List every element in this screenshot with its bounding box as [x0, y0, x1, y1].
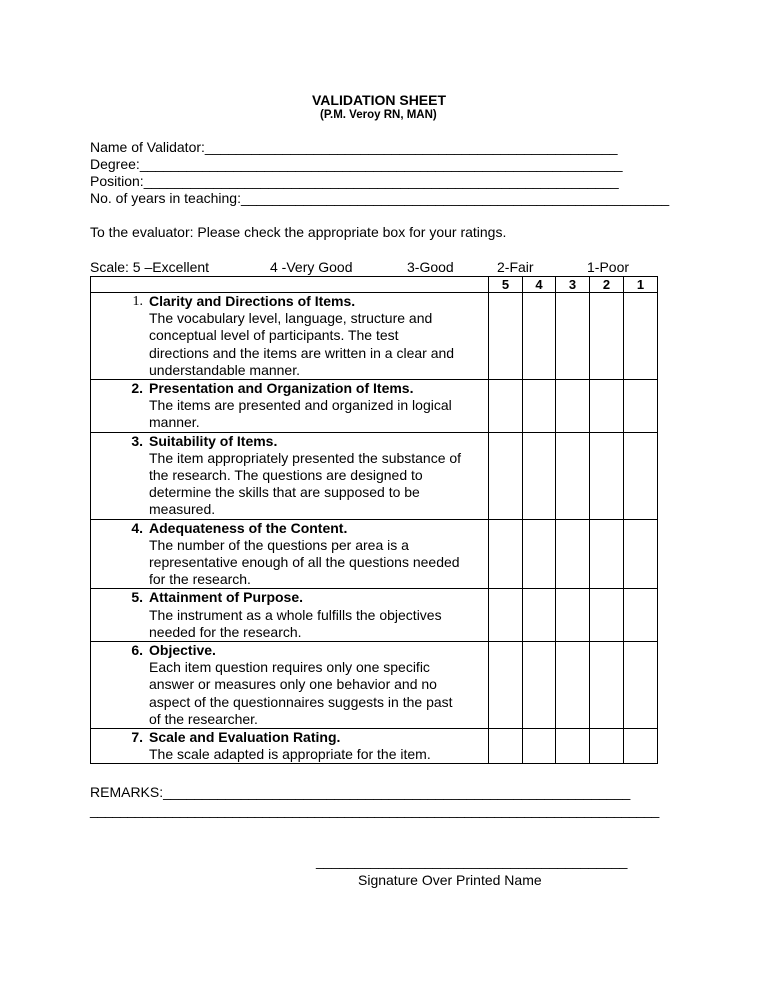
criterion-number: 3.	[131, 432, 143, 449]
rating-box-4[interactable]	[523, 293, 556, 380]
rating-box-1[interactable]	[624, 729, 658, 764]
rating-box-4[interactable]	[523, 729, 556, 764]
rating-box-4[interactable]	[523, 380, 556, 433]
criterion-row	[91, 432, 658, 519]
criterion-line: of the researcher.	[149, 710, 258, 727]
scale-good: 3-Good	[407, 259, 454, 275]
criterion-line: The instrument as a whole fulfills the objectives	[149, 606, 442, 623]
criteria-header-cell	[91, 277, 489, 293]
criterion-number: 4.	[131, 519, 143, 536]
criterion-line: The scale adapted is appropriate for the item.	[149, 746, 431, 763]
rating-box-5[interactable]	[489, 380, 523, 433]
page-title: VALIDATION SHEET	[312, 92, 447, 108]
criterion-line: measured.	[149, 501, 216, 518]
criterion-line: representative enough of all the questions needed	[149, 554, 460, 571]
criterion-line: answer or measures only one behavior and no	[149, 676, 437, 693]
signature-line[interactable]: ________________________________________	[316, 853, 628, 869]
criterion-title: Attainment of Purpose.	[149, 589, 304, 606]
rating-box-5[interactable]	[489, 293, 523, 380]
criterion-cell	[91, 380, 489, 433]
field-blank-line: ______________________________________________________________	[139, 156, 623, 172]
criterion-cell	[91, 293, 489, 380]
rating-box-5[interactable]	[489, 729, 523, 764]
rating-box-2[interactable]	[590, 589, 624, 642]
criterion-title: Suitability of Items.	[149, 432, 278, 449]
rating-box-5[interactable]	[489, 642, 523, 729]
criterion-number: 7.	[131, 729, 143, 746]
criterion-line: manner.	[149, 414, 200, 431]
criterion-cell	[91, 432, 489, 519]
remarks-line: ____________________________________________________________	[163, 784, 631, 800]
criterion-line: The item appropriately presented the substance of	[149, 449, 462, 466]
criterion-row	[91, 729, 658, 764]
field-degree[interactable]	[90, 156, 623, 173]
criterion-title: Presentation and Organization of Items.	[149, 380, 414, 397]
field-validator-name[interactable]	[90, 139, 618, 156]
criterion-line: The items are presented and organized in logical	[149, 397, 452, 414]
criterion-row	[91, 519, 658, 589]
field-blank-line: _____________________________________________________________	[143, 173, 619, 189]
rating-box-1[interactable]	[624, 293, 658, 380]
criterion-cell	[91, 729, 489, 764]
criterion-line: for the research.	[149, 571, 251, 588]
criterion-line: understandable manner.	[149, 361, 300, 378]
rating-box-2[interactable]	[590, 432, 624, 519]
rating-box-3[interactable]	[556, 293, 590, 380]
criterion-number: 1.	[132, 294, 143, 309]
criterion-number: 6.	[131, 642, 143, 659]
rating-box-2[interactable]	[590, 293, 624, 380]
rating-box-3[interactable]	[556, 642, 590, 729]
field-label: Position:	[90, 173, 144, 189]
criterion-title: Adequateness of the Content.	[149, 519, 348, 536]
field-label: Name of Validator:	[90, 139, 205, 155]
rating-header-row	[91, 277, 658, 293]
rating-box-3[interactable]	[556, 432, 590, 519]
rating-box-5[interactable]	[489, 519, 523, 589]
field-years-teaching[interactable]	[90, 190, 669, 207]
criterion-title: Clarity and Directions of Items.	[149, 293, 356, 309]
field-label: Degree:	[90, 156, 140, 172]
rating-box-1[interactable]	[624, 432, 658, 519]
criterion-line: the research. The questions are designed to	[149, 467, 423, 484]
rating-box-1[interactable]	[624, 642, 658, 729]
criterion-row	[91, 589, 658, 642]
rating-box-3[interactable]	[556, 519, 590, 589]
field-blank-line: _______________________________________________________	[240, 190, 670, 206]
rating-table	[90, 276, 658, 764]
remarks-label: REMARKS:	[90, 784, 164, 800]
field-label: No. of years in teaching:	[90, 190, 241, 206]
rating-header-1: 1	[624, 277, 658, 293]
evaluator-instruction: To the evaluator: Please check the appropriate box for your ratings.	[90, 224, 507, 240]
criterion-line: The number of the questions per area is a	[149, 536, 409, 553]
criterion-row	[91, 293, 658, 380]
rating-box-4[interactable]	[523, 519, 556, 589]
page-subtitle: (P.M. Veroy RN, MAN)	[320, 109, 437, 121]
field-blank-line: _____________________________________________________	[204, 139, 618, 155]
criterion-cell	[91, 589, 489, 642]
criterion-row	[91, 642, 658, 729]
criterion-line: conceptual level of participants. The test	[149, 327, 399, 344]
criterion-line: determine the skills that are supposed to be	[149, 484, 420, 501]
rating-box-1[interactable]	[624, 380, 658, 433]
rating-box-3[interactable]	[556, 729, 590, 764]
signature-label: Signature Over Printed Name	[358, 872, 542, 888]
rating-box-4[interactable]	[523, 589, 556, 642]
criterion-line: The vocabulary level, language, structure and	[149, 310, 433, 327]
rating-header-2: 2	[590, 277, 624, 293]
scale-fair: 2-Fair	[497, 259, 534, 275]
rating-box-3[interactable]	[556, 380, 590, 433]
scale-excellent: Scale: 5 –Excellent	[90, 259, 210, 275]
criterion-line: aspect of the questionnaires suggests in the past	[149, 693, 453, 710]
rating-box-4[interactable]	[523, 642, 556, 729]
rating-header-4: 4	[523, 277, 556, 293]
criterion-title: Scale and Evaluation Rating.	[149, 729, 341, 746]
criterion-line: needed for the research.	[149, 623, 302, 640]
scale-poor: 1-Poor	[587, 259, 630, 275]
rating-header-3: 3	[556, 277, 590, 293]
criterion-number: 2.	[131, 380, 143, 397]
remarks-field[interactable]	[90, 784, 630, 801]
rating-box-2[interactable]	[590, 380, 624, 433]
criterion-row	[91, 380, 658, 433]
rating-box-2[interactable]	[590, 729, 624, 764]
criterion-cell	[91, 519, 489, 589]
criterion-line: directions and the items are written in a clear and	[149, 344, 455, 361]
rating-box-2[interactable]	[590, 519, 624, 589]
rating-box-5[interactable]	[489, 589, 523, 642]
rating-header-5: 5	[489, 277, 523, 293]
criterion-cell	[91, 642, 489, 729]
criterion-number: 5.	[131, 589, 143, 606]
scale-very-good: 4 -Very Good	[270, 259, 353, 275]
remarks-line-2[interactable]: ____________________________________________________________________________	[90, 802, 659, 818]
rating-box-1[interactable]	[624, 519, 658, 589]
rating-box-1[interactable]	[624, 589, 658, 642]
criterion-title: Objective.	[149, 642, 216, 659]
rating-box-4[interactable]	[523, 432, 556, 519]
rating-box-5[interactable]	[489, 432, 523, 519]
criterion-line: Each item question requires only one specific	[149, 659, 430, 676]
rating-box-2[interactable]	[590, 642, 624, 729]
field-position[interactable]	[90, 173, 619, 190]
rating-box-3[interactable]	[556, 589, 590, 642]
